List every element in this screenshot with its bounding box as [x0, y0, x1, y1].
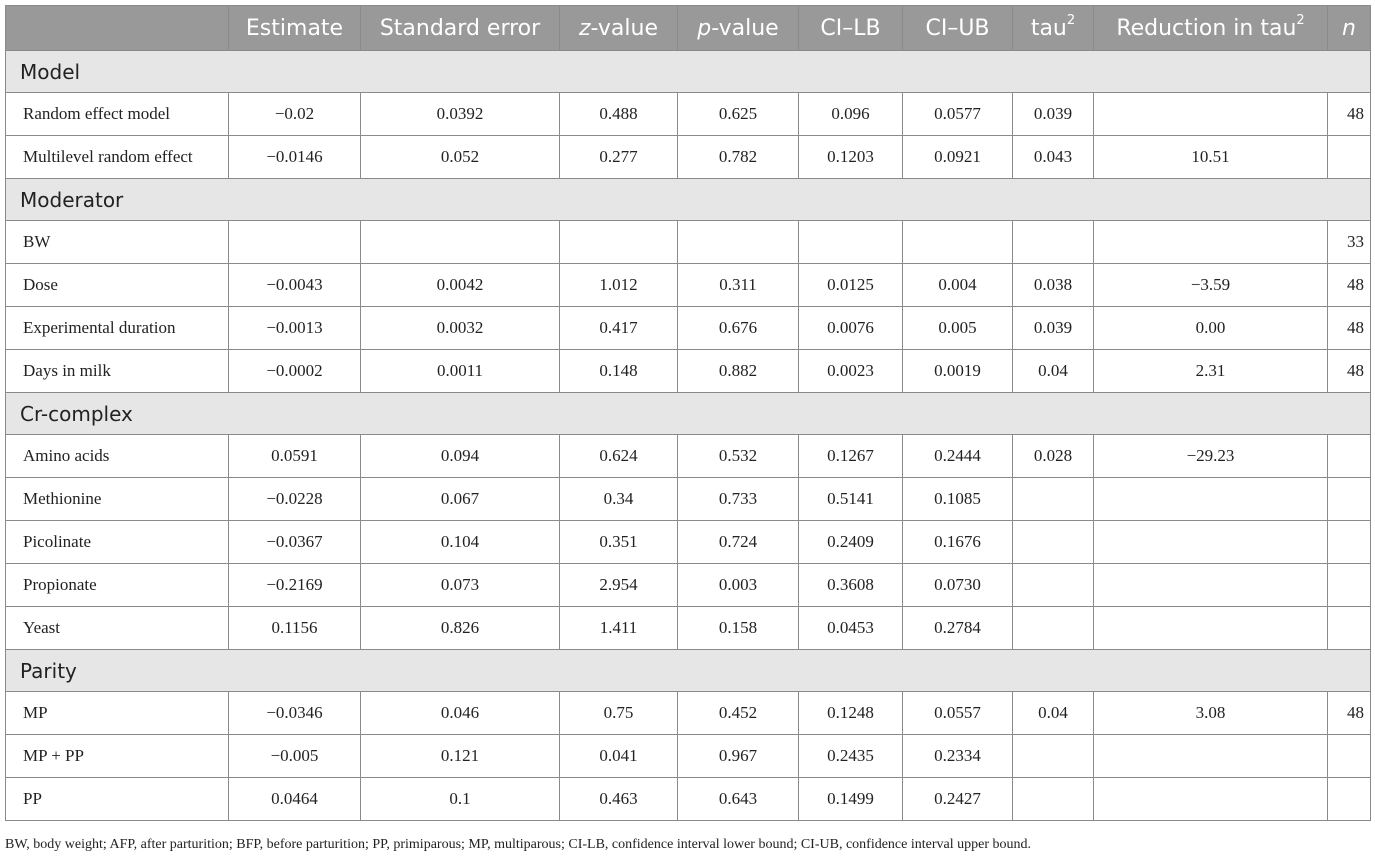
n-cell: [1328, 521, 1371, 564]
row-label-cell: Dose: [6, 264, 229, 307]
tau2-cell: [1013, 478, 1094, 521]
header-p-symbol: p: [697, 15, 712, 41]
p-value-cell: 0.782: [678, 136, 799, 179]
ci-ub-cell: 0.0019: [903, 350, 1013, 393]
header-z-suffix: -value: [590, 15, 658, 41]
ci-ub-cell: 0.0557: [903, 692, 1013, 735]
standard-error-cell: 0.073: [361, 564, 560, 607]
row-label-cell: Multilevel random effect: [6, 136, 229, 179]
p-value-cell: 0.967: [678, 735, 799, 778]
header-z-symbol: z: [578, 15, 591, 41]
tau2-cell: [1013, 735, 1094, 778]
n-cell: 48: [1328, 264, 1371, 307]
n-cell: 48: [1328, 350, 1371, 393]
z-value-cell: 0.624: [560, 435, 678, 478]
table-row: [6, 435, 1371, 478]
table-row: [6, 778, 1371, 821]
reduction-tau2-cell: 10.51: [1094, 136, 1328, 179]
ci-lb-cell: 0.0076: [799, 307, 903, 350]
header-reduction-base: Reduction in tau: [1116, 15, 1297, 41]
z-value-cell: 1.411: [560, 607, 678, 650]
estimate-cell: −0.02: [229, 93, 361, 136]
table-row: [6, 564, 1371, 607]
reduction-tau2-cell: 2.31: [1094, 350, 1328, 393]
p-value-cell: 0.733: [678, 478, 799, 521]
table-footnote: BW, body weight; AFP, after parturition; BFP, before parturition; PP, primiparous; MP, multiparous; CI-LB, confidence interval lower bound; CI-UB, confidence interval upper bound.: [5, 837, 1031, 852]
ci-ub-cell: 0.0730: [903, 564, 1013, 607]
tau2-cell: [1013, 564, 1094, 607]
p-value-cell: 0.643: [678, 778, 799, 821]
header-row: [6, 6, 1371, 51]
reduction-tau2-cell: 0.00: [1094, 307, 1328, 350]
reduction-tau2-cell: [1094, 607, 1328, 650]
row-label-cell: Amino acids: [6, 435, 229, 478]
ci-lb-cell: 0.1203: [799, 136, 903, 179]
tau2-cell: 0.039: [1013, 93, 1094, 136]
header-tau-base: tau: [1030, 15, 1067, 41]
standard-error-cell: 0.0392: [361, 93, 560, 136]
section-label: Parity: [6, 650, 1371, 692]
n-cell: [1328, 735, 1371, 778]
row-label-cell: Yeast: [6, 607, 229, 650]
header-tau-sup: 2: [1066, 12, 1076, 28]
n-cell: [1328, 607, 1371, 650]
ci-ub-cell: 0.0577: [903, 93, 1013, 136]
standard-error-cell: 0.1: [361, 778, 560, 821]
tau2-cell: 0.04: [1013, 692, 1094, 735]
ci-ub-cell: 0.2427: [903, 778, 1013, 821]
n-cell: [1328, 564, 1371, 607]
estimate-cell: [229, 221, 361, 264]
table-row: [6, 136, 1371, 179]
ci-lb-cell: 0.1248: [799, 692, 903, 735]
meta-analysis-table: [5, 5, 1371, 821]
p-value-cell: 0.724: [678, 521, 799, 564]
reduction-tau2-cell: 3.08: [1094, 692, 1328, 735]
z-value-cell: 2.954: [560, 564, 678, 607]
estimate-cell: −0.0367: [229, 521, 361, 564]
z-value-cell: 0.488: [560, 93, 678, 136]
n-cell: [1328, 778, 1371, 821]
section-row-parity: [6, 650, 1371, 692]
header-reduction-sup: 2: [1296, 12, 1305, 28]
header-p-value: [678, 6, 799, 51]
standard-error-cell: 0.067: [361, 478, 560, 521]
table-row: [6, 93, 1371, 136]
ci-ub-cell: 0.2784: [903, 607, 1013, 650]
standard-error-cell: 0.104: [361, 521, 560, 564]
p-value-cell: 0.158: [678, 607, 799, 650]
z-value-cell: 0.417: [560, 307, 678, 350]
z-value-cell: 0.041: [560, 735, 678, 778]
standard-error-cell: 0.0042: [361, 264, 560, 307]
reduction-tau2-cell: −3.59: [1094, 264, 1328, 307]
reduction-tau2-cell: [1094, 735, 1328, 778]
table-row: [6, 692, 1371, 735]
ci-ub-cell: 0.1085: [903, 478, 1013, 521]
row-label-cell: Random effect model: [6, 93, 229, 136]
section-row-moderator: [6, 179, 1371, 221]
header-blank: [6, 6, 229, 51]
z-value-cell: 0.34: [560, 478, 678, 521]
ci-lb-cell: [799, 221, 903, 264]
tau2-cell: 0.04: [1013, 350, 1094, 393]
ci-lb-cell: 0.0453: [799, 607, 903, 650]
section-label: Moderator: [6, 179, 1371, 221]
table-row: [6, 350, 1371, 393]
tau2-cell: 0.038: [1013, 264, 1094, 307]
ci-ub-cell: 0.0921: [903, 136, 1013, 179]
row-label-cell: MP: [6, 692, 229, 735]
z-value-cell: 0.463: [560, 778, 678, 821]
ci-lb-cell: 0.0125: [799, 264, 903, 307]
header-standard-error: Standard error: [361, 6, 560, 51]
n-cell: 48: [1328, 93, 1371, 136]
row-label-cell: Days in milk: [6, 350, 229, 393]
z-value-cell: 0.148: [560, 350, 678, 393]
ci-ub-cell: 0.004: [903, 264, 1013, 307]
p-value-cell: 0.003: [678, 564, 799, 607]
ci-ub-cell: 0.2334: [903, 735, 1013, 778]
header-n: [1328, 6, 1371, 51]
estimate-cell: 0.1156: [229, 607, 361, 650]
reduction-tau2-cell: [1094, 521, 1328, 564]
p-value-cell: 0.311: [678, 264, 799, 307]
tau2-cell: [1013, 778, 1094, 821]
ci-lb-cell: 0.3608: [799, 564, 903, 607]
estimate-cell: −0.0228: [229, 478, 361, 521]
z-value-cell: 0.75: [560, 692, 678, 735]
z-value-cell: [560, 221, 678, 264]
reduction-tau2-cell: [1094, 564, 1328, 607]
n-cell: 48: [1328, 307, 1371, 350]
row-label-cell: Experimental duration: [6, 307, 229, 350]
table-row: [6, 221, 1371, 264]
table-row: [6, 521, 1371, 564]
z-value-cell: 0.277: [560, 136, 678, 179]
tau2-cell: 0.043: [1013, 136, 1094, 179]
p-value-cell: 0.882: [678, 350, 799, 393]
row-label-cell: Propionate: [6, 564, 229, 607]
tau2-cell: 0.028: [1013, 435, 1094, 478]
n-cell: [1328, 136, 1371, 179]
row-label-cell: MP + PP: [6, 735, 229, 778]
ci-ub-cell: [903, 221, 1013, 264]
table-row: [6, 607, 1371, 650]
estimate-cell: −0.0013: [229, 307, 361, 350]
section-label: Cr-complex: [6, 393, 1371, 435]
standard-error-cell: 0.0011: [361, 350, 560, 393]
header-reduction-tau2: [1094, 6, 1328, 51]
estimate-cell: 0.0464: [229, 778, 361, 821]
header-p-suffix: -value: [711, 15, 779, 41]
p-value-cell: 0.676: [678, 307, 799, 350]
row-label-cell: Methionine: [6, 478, 229, 521]
standard-error-cell: 0.094: [361, 435, 560, 478]
ci-ub-cell: 0.1676: [903, 521, 1013, 564]
standard-error-cell: 0.121: [361, 735, 560, 778]
n-cell: [1328, 478, 1371, 521]
header-ci-lb: CI–LB: [799, 6, 903, 51]
ci-ub-cell: 0.005: [903, 307, 1013, 350]
table-row: [6, 478, 1371, 521]
reduction-tau2-cell: [1094, 221, 1328, 264]
p-value-cell: 0.625: [678, 93, 799, 136]
section-row-model: [6, 51, 1371, 93]
z-value-cell: 1.012: [560, 264, 678, 307]
standard-error-cell: 0.0032: [361, 307, 560, 350]
header-n-symbol: n: [1342, 15, 1356, 41]
p-value-cell: 0.452: [678, 692, 799, 735]
estimate-cell: −0.0043: [229, 264, 361, 307]
row-label-cell: PP: [6, 778, 229, 821]
estimate-cell: −0.0346: [229, 692, 361, 735]
z-value-cell: 0.351: [560, 521, 678, 564]
header-estimate: Estimate: [229, 6, 361, 51]
n-cell: 48: [1328, 692, 1371, 735]
section-row-cr-complex: [6, 393, 1371, 435]
ci-lb-cell: 0.2435: [799, 735, 903, 778]
standard-error-cell: [361, 221, 560, 264]
estimate-cell: −0.0002: [229, 350, 361, 393]
header-ci-ub: CI–UB: [903, 6, 1013, 51]
table-row: [6, 307, 1371, 350]
n-cell: 33: [1328, 221, 1371, 264]
row-label-cell: Picolinate: [6, 521, 229, 564]
standard-error-cell: 0.046: [361, 692, 560, 735]
ci-lb-cell: 0.2409: [799, 521, 903, 564]
ci-lb-cell: 0.096: [799, 93, 903, 136]
reduction-tau2-cell: [1094, 93, 1328, 136]
header-z-value: [560, 6, 678, 51]
estimate-cell: −0.005: [229, 735, 361, 778]
results-table-container: [5, 5, 1370, 821]
tau2-cell: [1013, 521, 1094, 564]
standard-error-cell: 0.826: [361, 607, 560, 650]
estimate-cell: −0.2169: [229, 564, 361, 607]
estimate-cell: −0.0146: [229, 136, 361, 179]
p-value-cell: 0.532: [678, 435, 799, 478]
estimate-cell: 0.0591: [229, 435, 361, 478]
section-label: Model: [6, 51, 1371, 93]
p-value-cell: [678, 221, 799, 264]
reduction-tau2-cell: [1094, 778, 1328, 821]
ci-ub-cell: 0.2444: [903, 435, 1013, 478]
n-cell: [1328, 435, 1371, 478]
ci-lb-cell: 0.0023: [799, 350, 903, 393]
table-body: [6, 51, 1371, 821]
tau2-cell: 0.039: [1013, 307, 1094, 350]
reduction-tau2-cell: [1094, 478, 1328, 521]
reduction-tau2-cell: −29.23: [1094, 435, 1328, 478]
standard-error-cell: 0.052: [361, 136, 560, 179]
tau2-cell: [1013, 607, 1094, 650]
ci-lb-cell: 0.1267: [799, 435, 903, 478]
tau2-cell: [1013, 221, 1094, 264]
ci-lb-cell: 0.1499: [799, 778, 903, 821]
row-label-cell: BW: [6, 221, 229, 264]
header-tau2: [1013, 6, 1094, 51]
table-row: [6, 735, 1371, 778]
ci-lb-cell: 0.5141: [799, 478, 903, 521]
table-row: [6, 264, 1371, 307]
